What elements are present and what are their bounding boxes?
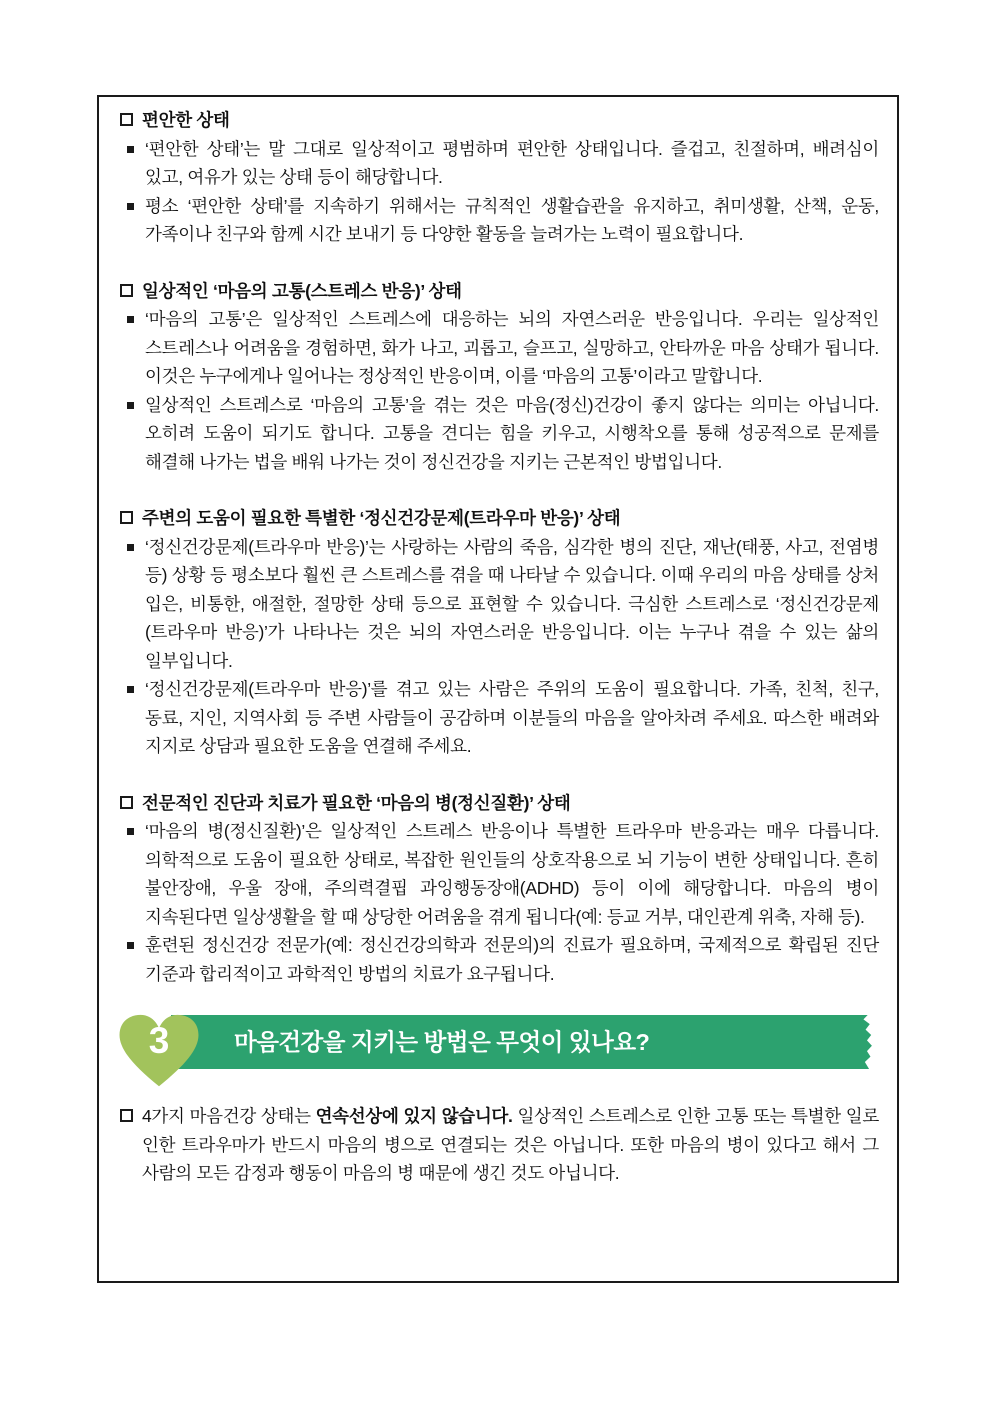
- bullet-text: 평소 ‘편안한 상태’를 지속하기 위해서는 규칙적인 생활습관을 유지하고, 취미생활, 산책, 운동, 가족이나 친구와 함께 시간 보내기 등 다양한 활동을 늘려가는 노력이 필요합니다.: [145, 195, 879, 244]
- checkbox-icon: [120, 796, 133, 809]
- list-item: [120, 931, 879, 988]
- section-header-label: 편안한 상태: [142, 110, 230, 130]
- list-item: [120, 533, 879, 676]
- heart-icon: [117, 1012, 201, 1090]
- square-bullet-icon: [127, 686, 134, 693]
- list-item: [120, 192, 879, 249]
- square-bullet-icon: [127, 544, 134, 551]
- bullet-text: ‘편안한 상태’는 말 그대로 일상적이고 평범하며 편안한 상태입니다. 즐겁고, 친절하며, 배려심이 있고, 여유가 있는 상태 등이 해당합니다.: [145, 138, 879, 187]
- footer-text-bold: 연속선상에 있지 않습니다.: [315, 1106, 513, 1126]
- square-bullet-icon: [127, 146, 134, 153]
- section-header: [120, 504, 879, 533]
- section-header-label: 일상적인 ‘마음의 고통(스트레스 반응)’ 상태: [142, 280, 462, 301]
- checkbox-icon: [120, 113, 133, 126]
- bullet-text: ‘마음의 고통’은 일상적인 스트레스에 대응하는 뇌의 자연스러운 반응입니다. 우리는 일상적인 스트레스나 어려움을 경험하면, 화가 나고, 괴롭고, 슬프고, 실망하고, 안타까운 마음 상태가 됩니다. 이것은 누구에게나 일어나는 정상적인 반응이며, 이를 ‘마음의 고통’이라고 말합니다.: [145, 309, 879, 386]
- checkbox-icon: [120, 511, 133, 524]
- list-item: [120, 817, 879, 931]
- checkbox-icon: [120, 284, 133, 297]
- section-banner: [120, 1012, 879, 1090]
- section-comfortable-state: [120, 106, 879, 249]
- section-trauma-response: [120, 504, 879, 761]
- list-item: [120, 135, 879, 192]
- bullet-text: ‘정신건강문제(트라우마 반응)’는 사랑하는 사람의 죽음, 심각한 병의 진단, 재난(태풍, 사고, 전염병 등) 상황 등 평소보다 훨씬 큰 스트레스를 겪을 때 나타날 수 있습니다. 이때 우리의 마음 상태를 상처 입은, 비통한, 애절한, 절망한 상태 등으로 표현할 수 있습니다. 극심한 스트레스로 ‘정신건강문제(트라우마 반응)’가 나타나는 것은 뇌의 자연스러운 반응입니다. 이는 누구나 겪을 수 있는 삶의 일부입니다.: [145, 536, 879, 671]
- bullet-text: 훈련된 정신건강 전문가(예: 정신건강의학과 전문의)의 진료가 필요하며, 국제적으로 확립된 진단 기준과 합리적이고 과학적인 방법의 치료가 요구됩니다.: [145, 935, 879, 984]
- section-header: [120, 106, 879, 135]
- bullet-text: 일상적인 스트레스로 ‘마음의 고통’을 겪는 것은 마음(정신)건강이 좋지 않다는 의미는 아닙니다. 오히려 도움이 되기도 합니다. 고통을 견디는 힘을 키우고, 시행착오를 통해 성공적으로 문제를 해결해 나가는 법을 배워 나가는 것이 정신건강을 지키는 근본적인 방법입니다.: [145, 394, 879, 472]
- list-item: [120, 391, 879, 477]
- footer-paragraph: [120, 1102, 879, 1188]
- bullet-text: ‘마음의 병(정신질환)’은 일상적인 스트레스 반응이나 특별한 트라우마 반응과는 매우 다릅니다. 의학적으로 도움이 필요한 상태로, 복잡한 원인들의 상호작용으로 뇌 기능이 변한 상태입니다. 흔히 불안장애, 우울 장애, 주의력결핍 과잉행동장애(ADHD) 등이 이에 해당합니다. 마음의 병이 지속된다면 일상생활을 할 때 상당한 어려움을 겪게 됩니다(예: 등교 거부, 대인관계 위축, 자해 등).: [145, 821, 879, 927]
- square-bullet-icon: [127, 942, 134, 949]
- content-box: [97, 95, 899, 1283]
- section-header-label: 주변의 도움이 필요한 특별한 ‘정신건강문제(트라우마 반응)’ 상태: [142, 508, 621, 528]
- footer-text: [142, 1102, 879, 1188]
- checkbox-icon: [120, 1109, 133, 1122]
- list-item: [120, 675, 879, 761]
- section-header: [120, 277, 879, 306]
- list-item: [120, 305, 879, 391]
- square-bullet-icon: [127, 402, 134, 409]
- banner-number: 3: [148, 1020, 170, 1061]
- section-header-label: 전문적인 진단과 치료가 필요한 ‘마음의 병(정신질환)’ 상태: [142, 792, 571, 813]
- square-bullet-icon: [127, 203, 134, 210]
- section-mental-illness: [120, 789, 879, 989]
- section-header: [120, 789, 879, 818]
- footer-text-after: 일상적인 스트레스로 인한 고통 또는 특별한 일로 인한 트라우마가 반드시 마음의 병으로 연결되는 것은 아닙니다. 또한 마음의 병이 있다고 해서 그 사람의 모든 감정과 행동이 마음의 병 때문에 생긴 것도 아닙니다.: [142, 1106, 879, 1183]
- footer-text-before: 4가지 마음건강 상태는: [142, 1106, 316, 1126]
- square-bullet-icon: [127, 316, 134, 323]
- banner-title: 마음건강을 지키는 방법은 무엇이 있나요?: [234, 1029, 650, 1055]
- square-bullet-icon: [127, 828, 134, 835]
- bullet-text: ‘정신건강문제(트라우마 반응)’를 겪고 있는 사람은 주위의 도움이 필요합니다. 가족, 친척, 친구, 동료, 지인, 지역사회 등 주변 사람들이 공감하며 이분들의 마음을 알아차려 주세요. 따스한 배려와 지지로 상담과 필요한 도움을 연결해 주세요.: [145, 679, 879, 756]
- section-everyday-stress: [120, 277, 879, 477]
